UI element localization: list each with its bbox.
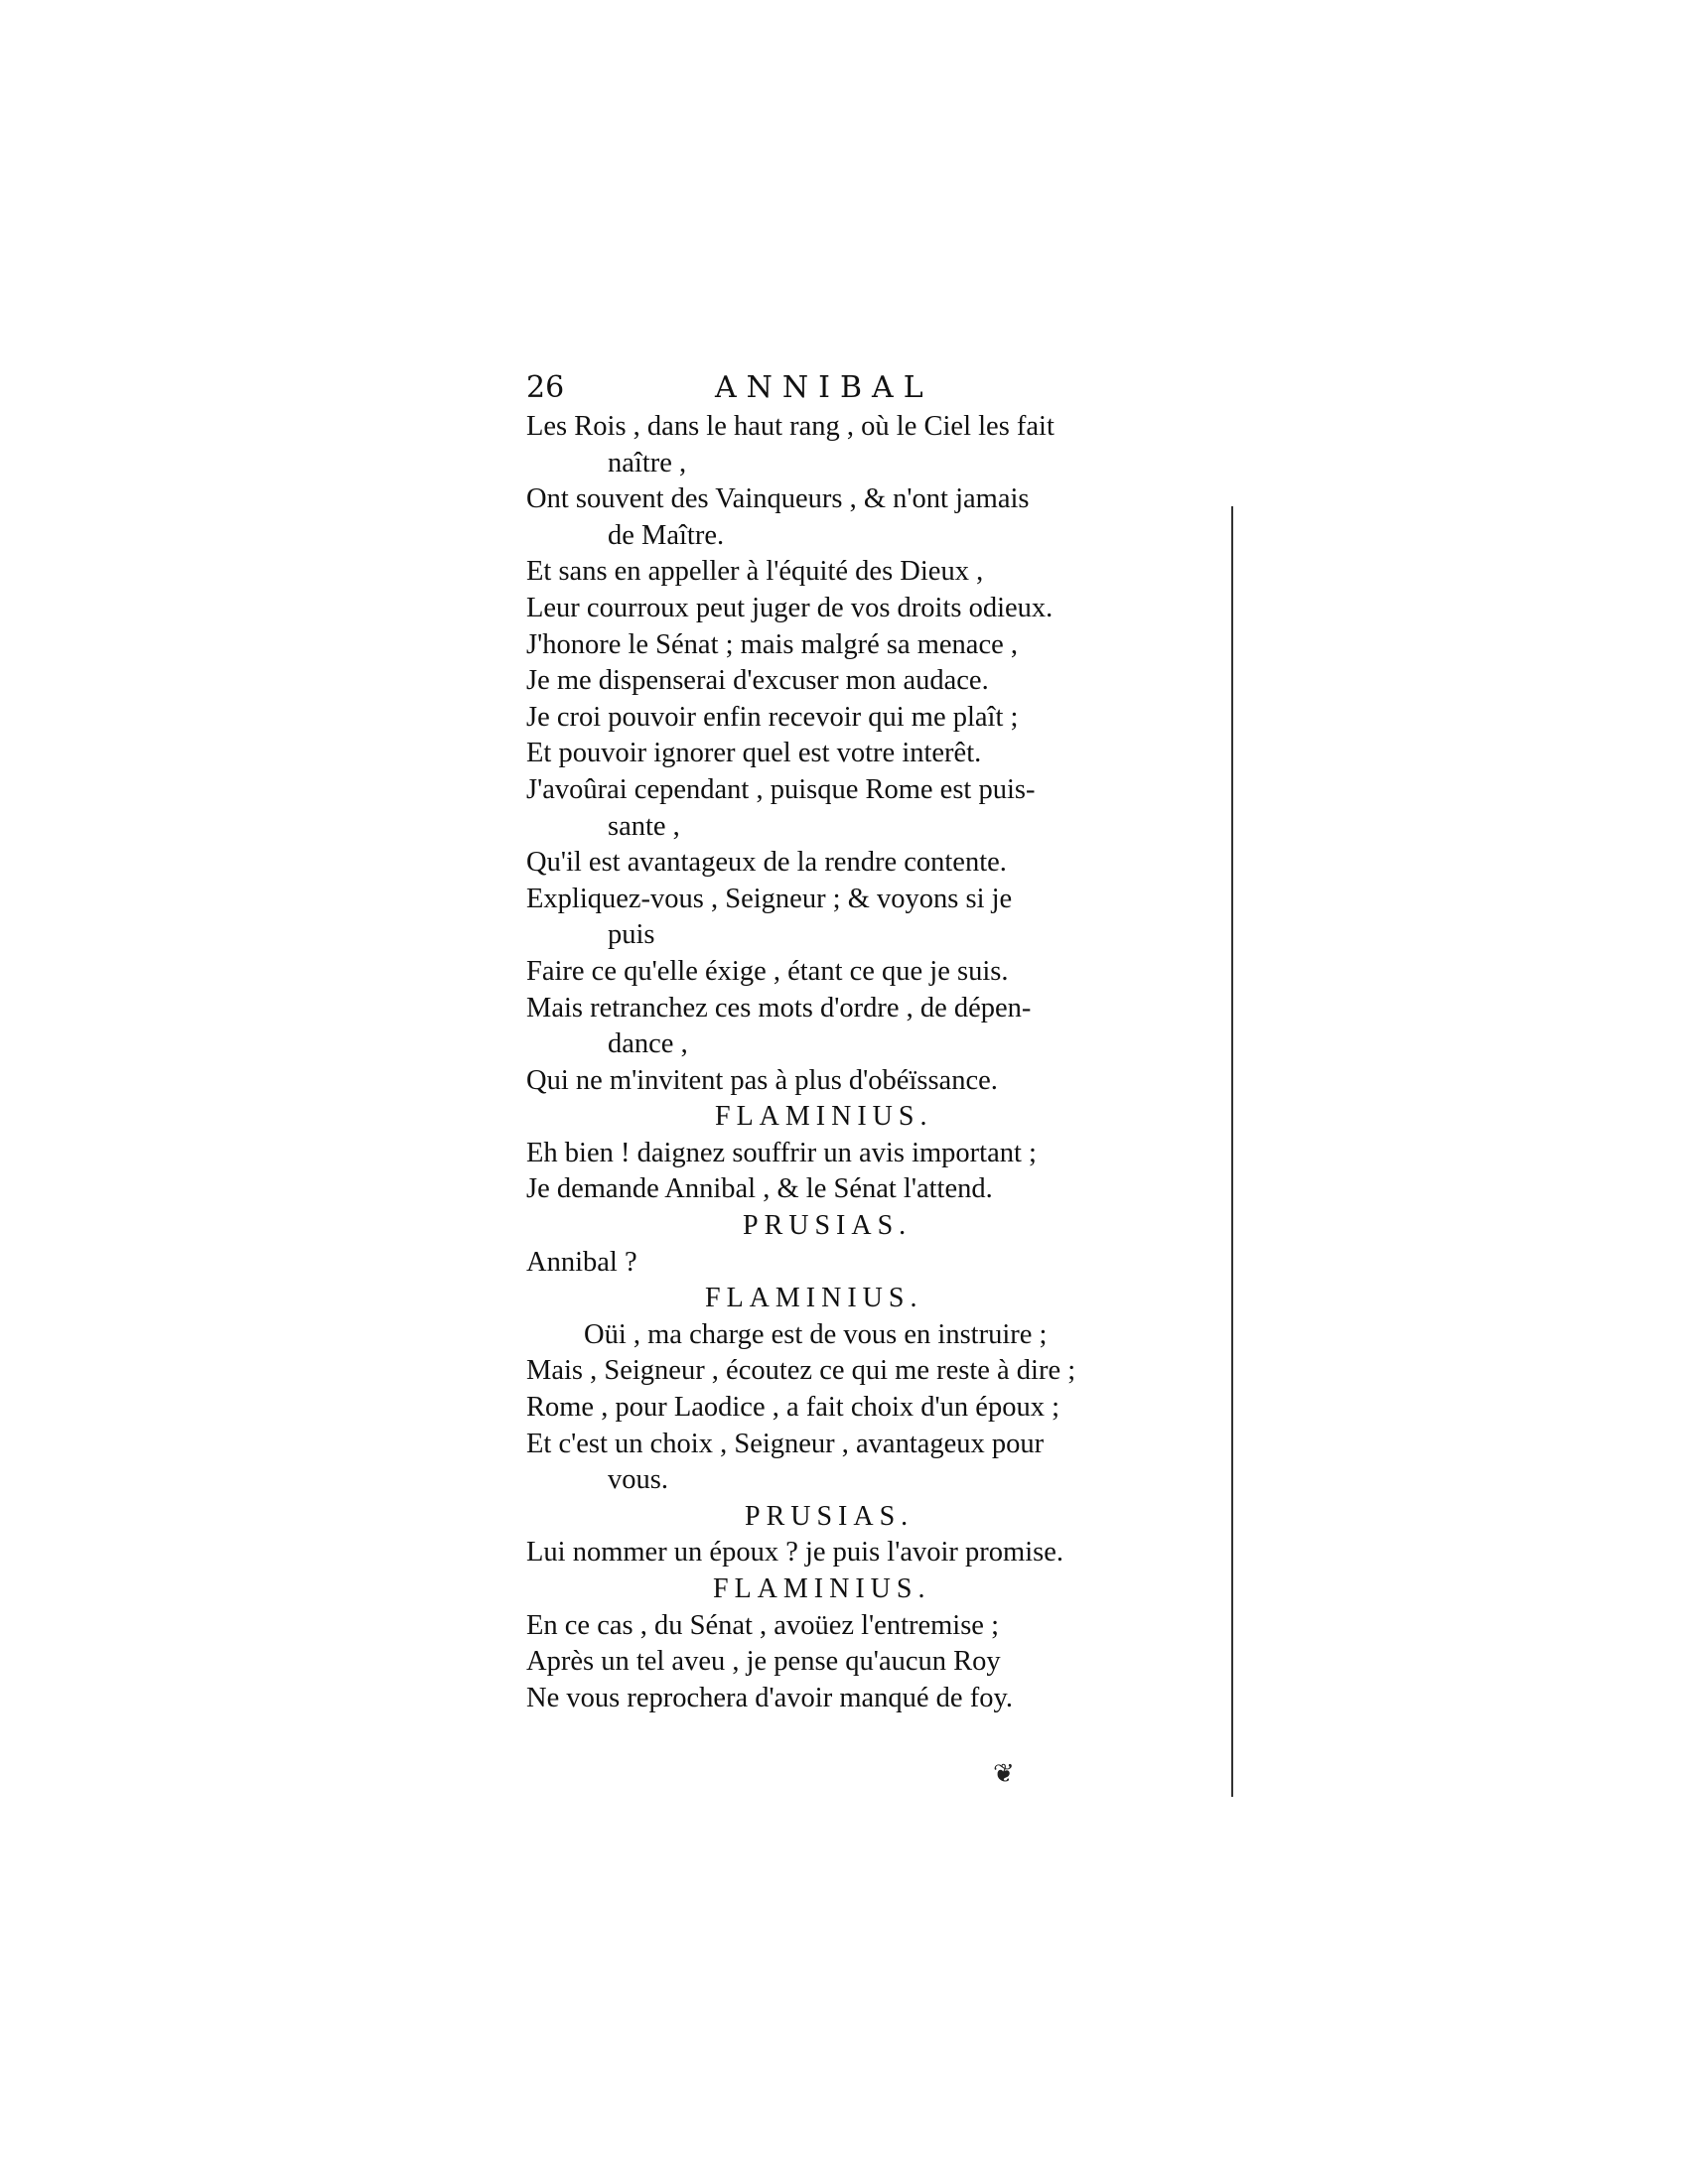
- verse-line: Leur courroux peut juger de vos droits odieux.: [526, 592, 1054, 623]
- verse-line: Je croi pouvoir enfin recevoir qui me plaît ;: [526, 701, 1019, 733]
- verse-line: Et c'est un choix , Seigneur , avantageux pour: [526, 1428, 1045, 1459]
- verse-line: J'honore le Sénat ; mais malgré sa menace ,: [526, 628, 1019, 660]
- speaker-name: FLAMINIUS.: [713, 1573, 931, 1604]
- margin-rule: [1231, 506, 1233, 1797]
- verse-line: Expliquez-vous , Seigneur ; & voyons si je: [526, 883, 1013, 914]
- verse-line: Les Rois , dans le haut rang , où le Ciel les fait: [526, 411, 1055, 442]
- verse-line: Je me dispenserai d'excuser mon audace.: [526, 665, 989, 697]
- verse-line-continuation: de Maître.: [608, 519, 725, 551]
- verse-line-continuation: dance ,: [608, 1028, 688, 1060]
- verse-line: Annibal ?: [526, 1246, 637, 1278]
- verse-line: Qu'il est avantageux de la rendre contente.: [526, 847, 1007, 879]
- verse-line: Faire ce qu'elle éxige , étant ce que je suis.: [526, 955, 1009, 987]
- verse-line: Lui nommer un époux ? je puis l'avoir promise.: [526, 1537, 1063, 1569]
- verse-line: Ont souvent des Vainqueurs , & n'ont jamais: [526, 483, 1030, 515]
- verse-line-continuation: puis: [608, 919, 655, 951]
- verse-line: Rome , pour Laodice , a fait choix d'un époux ;: [526, 1392, 1059, 1424]
- verse-line: Après un tel aveu , je pense qu'aucun Roy: [526, 1646, 1001, 1678]
- verse-line: Et pouvoir ignorer quel est votre interêt.: [526, 738, 982, 769]
- speaker-name: PRUSIAS.: [743, 1210, 913, 1242]
- running-title: ANNIBAL: [715, 370, 933, 405]
- verse-line: Je demande Annibal , & le Sénat l'attend.: [526, 1173, 993, 1205]
- page-number: 26: [526, 370, 565, 405]
- page-text: [526, 367, 1192, 1716]
- verse-line: En ce cas , du Sénat , avoüez l'entremise ;: [526, 1609, 999, 1641]
- verse-line: Qui ne m'invitent pas à plus d'obéïssance.: [526, 1064, 998, 1096]
- speaker-name: FLAMINIUS.: [705, 1283, 923, 1314]
- verse-line: Eh bien ! daignez souffrir un avis important ;: [526, 1137, 1037, 1168]
- page-header: [526, 367, 1192, 409]
- verse-line-continuation: naître ,: [608, 447, 687, 478]
- verse-line: Mais , Seigneur , écoutez ce qui me reste à dire ;: [526, 1355, 1076, 1387]
- verse-block: [526, 409, 1192, 1716]
- verse-line-continuation: vous.: [608, 1464, 668, 1496]
- verse-line: Et sans en appeller à l'équité des Dieux ,: [526, 556, 984, 588]
- ornament-icon: ❦: [993, 1759, 1015, 1789]
- verse-line: Oüi , ma charge est de vous en instruire ;: [584, 1318, 1048, 1350]
- verse-line: Ne vous reprochera d'avoir manqué de foy.: [526, 1682, 1013, 1713]
- verse-line: J'avoûrai cependant , puisque Rome est puis-: [526, 773, 1036, 805]
- verse-line: Mais retranchez ces mots d'ordre , de dépen-: [526, 992, 1032, 1024]
- verse-line-continuation: sante ,: [608, 810, 680, 842]
- speaker-name: FLAMINIUS.: [715, 1101, 933, 1133]
- speaker-name: PRUSIAS.: [745, 1500, 914, 1532]
